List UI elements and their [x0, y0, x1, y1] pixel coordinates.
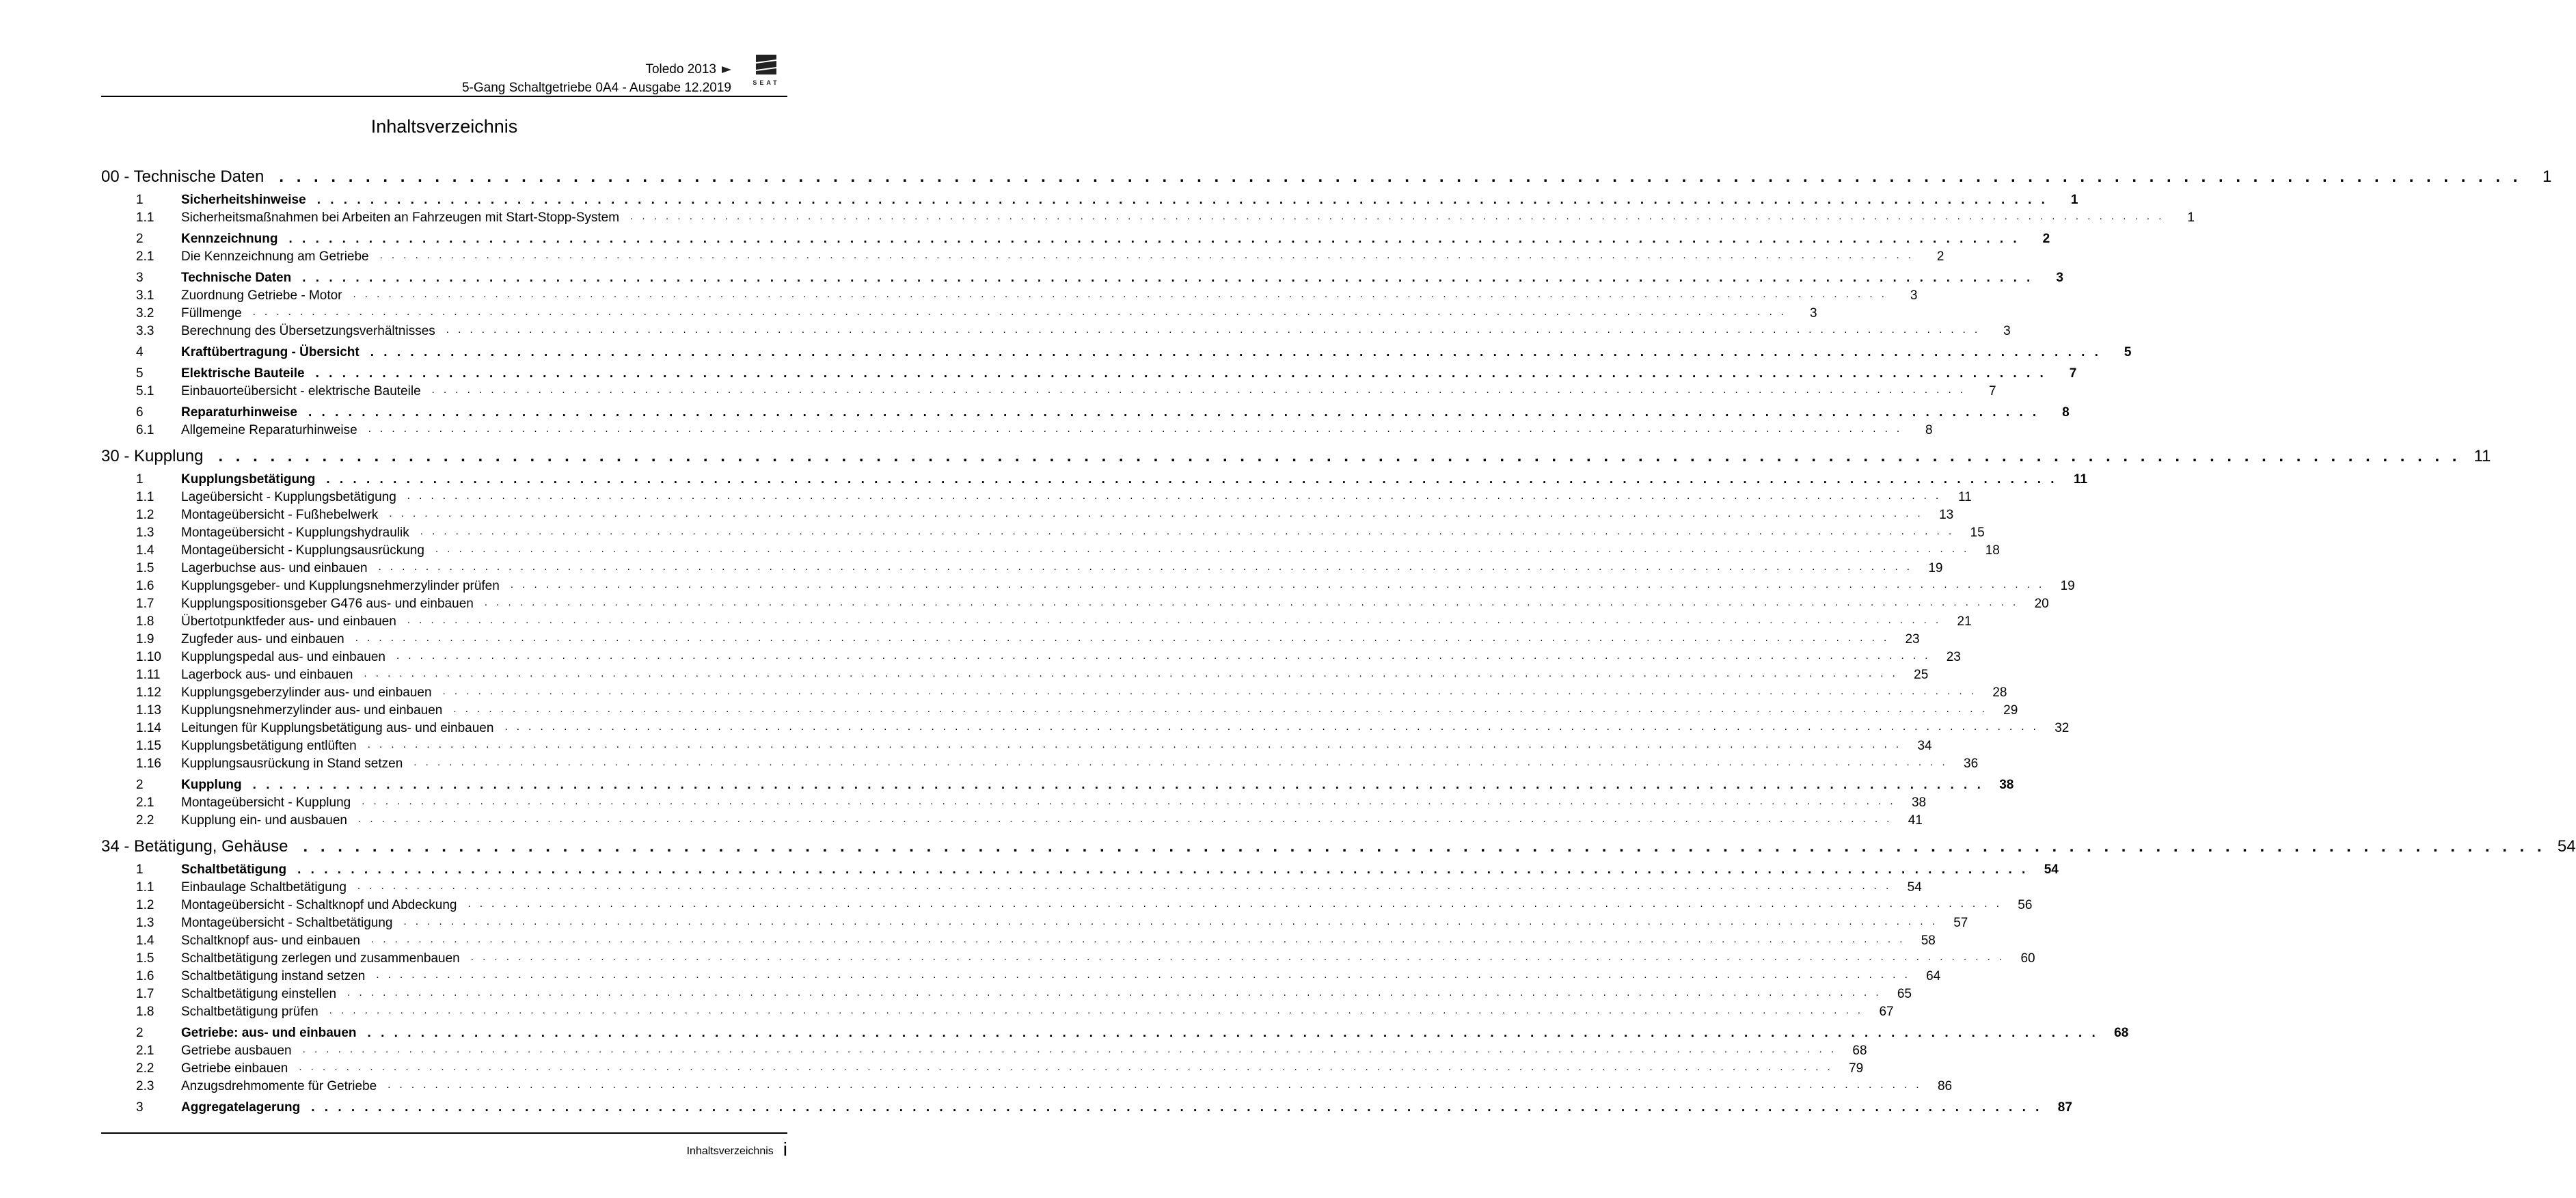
toc-section-row[interactable]: [101, 229, 2050, 247]
dot-leader: . . . . . . . . . . . . . . . . . . . . . . . . . . . . . . . . . . . . . . . . . . . . . . . . . . . . . . . . . . . . . . . . . . . . . . . . . . . . . . . . . . . . . . . . . . . . . . . . . . . . . . . . . . . . . . . . . . . . . . . . . . . . . . . . . .: [316, 193, 2048, 207]
toc-entry-page: 68: [1852, 1044, 1867, 1058]
toc-entry-title: Leitungen für Kupplungsbetätigung aus- und einbauen: [181, 721, 494, 735]
arrow-right-icon: [722, 66, 731, 73]
toc-entry-number: 1.4: [136, 934, 154, 948]
toc-section-row[interactable]: [101, 190, 2078, 208]
dot-leader: . . . . . . . . . . . . . . . . . . . . . . . . . . . . . . . . . . . . . . . . . . . . . . . . . . . . . . . . . . . . . . . . . . . . . . . . . . . . . . . . . . . . . . . . . . . . . . . . . . . . . . . . . . . . . . . . . . . . . . . . . . . . . . . . . .: [510, 579, 2045, 590]
dot-leader: . . . . . . . . . . . . . . . . . . . . . . . . . . . . . . . . . . . . . . . . . . . . . . . . . . . . . . . . . . . . . . . . . . . . . . . . . . . . . . . . . . . . . . . . . . . . . . . . . . . . . . . . . . . . . . . . . . . . . . . . . . . . . . . . . .: [302, 271, 2033, 285]
toc-entry-number: 6.1: [136, 423, 154, 437]
toc-entry-page: 34: [1917, 739, 1932, 753]
toc-entry-title: 00 - Technische Daten: [101, 167, 265, 186]
toc-entry-title: Montageübersicht - Kupplungsausrückung: [181, 543, 424, 558]
toc-entry-page: 18: [1985, 543, 2000, 558]
dot-leader: . . . . . . . . . . . . . . . . . . . . . . . . . . . . . . . . . . . . . . . . . . . . . . . . . . . . . . . . . . . . . . . . . . . . . . . . . . . . . . . . . . . . . . . . . . . . . . . . . . . . . . . . . . . . . . . . . . . . . . . . . . . . . . . . . .: [396, 650, 1931, 662]
toc-entry-number: 1.10: [136, 650, 161, 664]
toc-entry-number: 1.15: [136, 739, 161, 753]
dot-leader: . . . . . . . . . . . . . . . . . . . . . . . . . . . . . . . . . . . . . . . . . . . . . . . . . . . . . . . . . . . . . . . . . . . . . . . . . . . . . . . . . . . . . . . . . . . . . . . . . . . . . . . . . . . . . . . . . . . . . . . . . . . . . . . . . .: [347, 987, 1882, 998]
toc-entry-number: 1: [136, 193, 144, 207]
toc-sub-row[interactable]: [101, 576, 2075, 594]
toc-section-row[interactable]: [101, 469, 2088, 487]
dot-leader: . . . . . . . . . . . . . . . . . . . . . . . . . . . . . . . . . . . . . . . . . . . . . . . . . . . . . . . . . . . . . . . . . . . . . . . . . . . . . . . . . . . . . . . . . . . . . . . . . . . . . . . . . . . . . . . . . . . . . . . . . . . . . . . . . .: [484, 597, 2019, 608]
dot-leader: . . . . . . . . . . . . . . . . . . . . . . . . . . . . . . . . . . . . . . . . . . . . . . . . . . . . . . . . . . . . . . . . . . . . . . . . . . . . . . . . . . . . . . . . . . . . . . . . . . . . . . . . . . . . . . . . . . . . . . . . . . . . . . . . . .: [308, 405, 2039, 420]
toc-entry-number: 1.1: [136, 210, 154, 225]
page-title: Inhaltsverzeichnis: [370, 116, 518, 137]
toc-sub-row[interactable]: [101, 612, 1972, 629]
toc-sub-row[interactable]: [101, 895, 2033, 913]
dot-leader: . . . . . . . . . . . . . . . . . . . . . . . . . . . . . . . . . . . . . . . . . . . . . . . . . . . . . . . . . . . . . . . . . . . . . . . . . . . . . . . . . . . . . . . . . . . . . . . . . . . . . . . . . . . . . . . . . . . . . . . . . . . . . . . . . .: [504, 721, 2039, 733]
toc-entry-page: 3: [1810, 306, 1817, 321]
toc-entry-page: 54: [1907, 880, 1922, 895]
toc-entry-number: 1.2: [136, 898, 154, 912]
toc-sub-row[interactable]: [101, 913, 1968, 931]
toc-entry-page: 5: [2124, 345, 2132, 359]
toc-entry-page: 13: [1939, 508, 1954, 522]
toc-entry-title: Getriebe: aus- und einbauen: [181, 1026, 357, 1040]
toc-entry-page: 64: [1926, 969, 1941, 983]
toc-entry-number: 2: [136, 232, 144, 246]
toc-entry-number: 1.5: [136, 561, 154, 575]
toc-entry-title: Montageübersicht - Schaltbetätigung: [181, 916, 393, 930]
toc-entry-title: Einbauorteübersicht - elektrische Bauteile: [181, 384, 421, 398]
toc-entry-number: 1.8: [136, 614, 154, 629]
dot-leader: . . . . . . . . . . . . . . . . . . . . . . . . . . . . . . . . . . . . . . . . . . . . . . . . . . . . . . . . . . . . . . . . . . . . . . . . . . . . . . . . . . . . . . . . . . . . . . . . . . . . . . . . . . . . . . . . . . . . . . . . . . . . . . . . . .: [420, 526, 1955, 537]
toc-section-row[interactable]: [101, 342, 2132, 360]
toc-entry-page: 1: [2543, 167, 2552, 186]
dot-leader: . . . . . . . . . . . . . . . . . . . . . . . . . . . . . . . . . . . . . . . . . . . . . . . . . . . . . . . . . . . . . . . . . . . . . . . . . . . . . . . . . . . . . . . . . . . . . . . . . . . . . . . . . . . . . . . . . . . . . . . . . . . . . . . . . .: [303, 837, 2546, 856]
toc-section-row[interactable]: [101, 364, 2077, 381]
toc-entry-page: 11: [2473, 447, 2491, 465]
toc-entry-page: 68: [2114, 1026, 2129, 1040]
toc-entry-page: 86: [1937, 1079, 1953, 1093]
toc-entry-title: Füllmenge: [181, 306, 242, 321]
toc-entry-number: 5: [136, 366, 144, 381]
toc-entry-page: 19: [1928, 561, 1943, 575]
toc-entry-number: 2: [136, 778, 144, 792]
toc-entry-number: 1.5: [136, 951, 154, 966]
toc-entry-number: 3: [136, 271, 144, 285]
toc-entry-title: Lageübersicht - Kupplungsbetätigung: [181, 490, 396, 504]
toc-sub-row[interactable]: [101, 541, 2000, 558]
toc-entry-number: 1.6: [136, 579, 154, 593]
toc-entry-title: Montageübersicht - Schaltknopf und Abdeckung: [181, 898, 457, 912]
toc-entry-title: Elektrische Bauteile: [181, 366, 305, 381]
toc-entry-title: Allgemeine Reparaturhinweise: [181, 423, 357, 437]
toc-entry-number: 3.3: [136, 324, 154, 338]
toc-entry-page: 23: [1905, 632, 1920, 646]
footer-label: Inhaltsverzeichnis: [686, 1145, 774, 1157]
toc-entry-number: 1.7: [136, 987, 154, 1001]
toc-entry-page: 25: [1914, 668, 1929, 682]
toc-entry-page: 87: [2057, 1100, 2072, 1115]
toc-entry-title: Zuordnung Getriebe - Motor: [181, 288, 342, 303]
toc-entry-number: 6: [136, 405, 144, 420]
dot-leader: . . . . . . . . . . . . . . . . . . . . . . . . . . . . . . . . . . . . . . . . . . . . . . . . . . . . . . . . . . . . . . . . . . . . . . . . . . . . . . . . . . . . . . . . . . . . . . . . . . . . . . . . . . . . . . . . . . . . . . . . . . . . . . . . . .: [279, 167, 2522, 186]
header-divider: [101, 96, 787, 97]
dot-leader: . . . . . . . . . . . . . . . . . . . . . . . . . . . . . . . . . . . . . . . . . . . . . . . . . . . . . . . . . . . . . . . . . . . . . . . . . . . . . . . . . . . . . . . . . . . . . . . . . . . . . . . . . . . . . . . . . . . . . . . . . . . . . . . . . .: [326, 472, 2058, 487]
toc-entry-title: Kupplungspedal aus- und einbauen: [181, 650, 385, 664]
dot-leader: . . . . . . . . . . . . . . . . . . . . . . . . . . . . . . . . . . . . . . . . . . . . . . . . . . . . . . . . . . . . . . . . . . . . . . . . . . . . . . . . . . . . . . . . . . . . . . . . . . . . . . . . . . . . . . . . . . . . . . . . . . . . . . . . . .: [315, 366, 2047, 381]
dot-leader: . . . . . . . . . . . . . . . . . . . . . . . . . . . . . . . . . . . . . . . . . . . . . . . . . . . . . . . . . . . . . . . . . . . . . . . . . . . . . . . . . . . . . . . . . . . . . . . . . . . . . . . . . . . . . . . . . . . . . . . . . . . . . . . . . .: [467, 898, 2003, 910]
dot-leader: . . . . . . . . . . . . . . . . . . . . . . . . . . . . . . . . . . . . . . . . . . . . . . . . . . . . . . . . . . . . . . . . . . . . . . . . . . . . . . . . . . . . . . . . . . . . . . . . . . . . . . . . . . . . . . . . . . . . . . . . . . . . . . . . . .: [407, 490, 1942, 502]
toc-sub-row[interactable]: [101, 683, 2007, 700]
toc-entry-title: Lagerbock aus- und einbauen: [181, 668, 353, 682]
toc-entry-title: 34 - Betätigung, Gehäuse: [101, 837, 288, 856]
toc-entry-number: 2.2: [136, 813, 154, 828]
toc-section-row[interactable]: [101, 775, 2014, 793]
dot-leader: . . . . . . . . . . . . . . . . . . . . . . . . . . . . . . . . . . . . . . . . . . . . . . . . . . . . . . . . . . . . . . . . . . . . . . . . . . . . . . . . . . . . . . . . . . . . . . . . . . . . . . . . . . . . . . . . . . . . . . . . . . . . . . . . . .: [470, 951, 2005, 963]
toc-sub-row[interactable]: [101, 286, 1918, 303]
footer-divider: [101, 1132, 787, 1134]
toc-entry-page: 8: [1925, 423, 1933, 437]
toc-entry-number: 1.14: [136, 721, 161, 735]
toc-sub-row[interactable]: [101, 949, 2035, 966]
toc-entry-number: 1: [136, 472, 144, 487]
dot-leader: . . . . . . . . . . . . . . . . . . . . . . . . . . . . . . . . . . . . . . . . . . . . . . . . . . . . . . . . . . . . . . . . . . . . . . . . . . . . . . . . . . . . . . . . . . . . . . . . . . . . . . . . . . . . . . . . . . . . . . . . . . . . . . . . . .: [442, 685, 1977, 697]
toc-section-row[interactable]: [101, 860, 2059, 877]
toc-entry-page: 11: [1957, 490, 1972, 504]
toc-entry-title: Montageübersicht - Kupplungshydraulik: [181, 526, 409, 540]
toc-entry-title: Kupplungspositionsgeber G476 aus- und einbauen: [181, 597, 474, 611]
dot-leader: . . . . . . . . . . . . . . . . . . . . . . . . . . . . . . . . . . . . . . . . . . . . . . . . . . . . . . . . . . . . . . . . . . . . . . . . . . . . . . . . . . . . . . . . . . . . . . . . . . . . . . . . . . . . . . . . . . . . . . . . . . . . . . . . . .: [367, 1026, 2099, 1040]
toc-entry-title: Die Kennzeichnung am Getriebe: [181, 249, 369, 264]
toc-entry-page: 57: [1953, 916, 1968, 930]
dot-leader: . . . . . . . . . . . . . . . . . . . . . . . . . . . . . . . . . . . . . . . . . . . . . . . . . . . . . . . . . . . . . . . . . . . . . . . . . . . . . . . . . . . . . . . . . . . . . . . . . . . . . . . . . . . . . . . . . . . . . . . . . . . . . . . . . .: [364, 668, 1899, 679]
toc-entry-number: 1.11: [136, 668, 161, 682]
toc-entry-page: 38: [1911, 795, 1927, 810]
toc-entry-number: 1.7: [136, 597, 154, 611]
toc-entry-page: 65: [1897, 987, 1912, 1001]
toc-entry-page: 11: [2073, 472, 2088, 487]
toc-entry-number: 3.1: [136, 288, 154, 303]
dot-leader: . . . . . . . . . . . . . . . . . . . . . . . . . . . . . . . . . . . . . . . . . . . . . . . . . . . . . . . . . . . . . . . . . . . . . . . . . . . . . . . . . . . . . . . . . . . . . . . . . . . . . . . . . . . . . . . . . . . . . . . . . . . . . . . . . .: [370, 934, 1906, 945]
toc-entry-page: 3: [1910, 288, 1918, 303]
toc-entry-number: 4: [136, 345, 144, 359]
toc-sub-row[interactable]: [101, 594, 2049, 612]
dot-leader: . . . . . . . . . . . . . . . . . . . . . . . . . . . . . . . . . . . . . . . . . . . . . . . . . . . . . . . . . . . . . . . . . . . . . . . . . . . . . . . . . . . . . . . . . . . . . . . . . . . . . . . . . . . . . . . . . . . . . . . . . . . . . . . . . .: [297, 862, 2029, 877]
toc-entry-number: 1.1: [136, 880, 154, 895]
page-header: [101, 53, 787, 97]
toc-entry-page: 41: [1908, 813, 1923, 828]
toc-section-row[interactable]: [101, 403, 2070, 420]
toc-entry-page: 3: [2056, 271, 2063, 285]
toc-entry-title: Schaltbetätigung zerlegen und zusammenbauen: [181, 951, 460, 966]
toc-entry-page: 28: [1992, 685, 2007, 700]
toc-entry-page: 2: [1936, 249, 1944, 264]
toc-section-row[interactable]: [101, 1023, 2129, 1041]
toc-entry-number: 3.2: [136, 306, 154, 321]
toc-entry-title: Übertotpunktfeder aus- und einbauen: [181, 614, 396, 629]
toc-entry-page: 7: [2069, 366, 2077, 381]
toc-entry-number: 1: [136, 862, 144, 877]
toc-entry-title: Kupplungsgeberzylinder aus- und einbauen: [181, 685, 432, 700]
dot-leader: . . . . . . . . . . . . . . . . . . . . . . . . . . . . . . . . . . . . . . . . . . . . . . . . . . . . . . . . . . . . . . . . . . . . . . . . . . . . . . . . . . . . . . . . . . . . . . . . . . . . . . . . . . . . . . . . . . . . . . . . . . . . . . . . . .: [403, 916, 1938, 927]
table-of-contents: [101, 164, 2576, 1115]
dot-leader: . . . . . . . . . . . . . . . . . . . . . . . . . . . . . . . . . . . . . . . . . . . . . . . . . . . . . . . . . . . . . . . . . . . . . . . . . . . . . . . . . . . . . . . . . . . . . . . . . . . . . . . . . . . . . . . . . . . . . . . . . . . . . . . . . .: [413, 757, 1949, 768]
header-model-line: [645, 62, 731, 77]
toc-entry-title: Lagerbuchse aus- und einbauen: [181, 561, 368, 575]
toc-entry-page: 60: [2020, 951, 2035, 966]
toc-entry-number: 1.12: [136, 685, 161, 700]
toc-sub-row[interactable]: [101, 1041, 1867, 1059]
toc-entry-title: Schaltknopf aus- und einbauen: [181, 934, 360, 948]
toc-chapter-row[interactable]: [101, 834, 2576, 856]
toc-entry-page: 15: [1970, 526, 1985, 540]
toc-entry-title: Kraftübertragung - Übersicht: [181, 345, 360, 359]
toc-entry-title: Anzugsdrehmomente für Getriebe: [181, 1079, 377, 1093]
page-footer: [687, 1141, 787, 1158]
dot-leader: . . . . . . . . . . . . . . . . . . . . . . . . . . . . . . . . . . . . . . . . . . . . . . . . . . . . . . . . . . . . . . . . . . . . . . . . . . . . . . . . . . . . . . . . . . . . . . . . . . . . . . . . . . . . . . . . . . . . . . . . . . . . . . . . . .: [435, 543, 1970, 555]
toc-entry-number: 1.6: [136, 969, 154, 983]
toc-entry-page: 21: [1957, 614, 1972, 629]
toc-entry-title: Getriebe ausbauen: [181, 1044, 292, 1058]
toc-entry-title: Schaltbetätigung einstellen: [181, 987, 337, 1001]
toc-sub-row[interactable]: [101, 247, 1944, 264]
toc-entry-title: Montageübersicht - Fußhebelwerk: [181, 508, 379, 522]
toc-entry-title: Schaltbetätigung: [181, 862, 287, 877]
toc-sub-row[interactable]: [101, 208, 2195, 226]
toc-entry-number: 1.3: [136, 916, 154, 930]
toc-entry-number: 1.1: [136, 490, 154, 504]
toc-entry-page: 38: [1999, 778, 2014, 792]
toc-sub-row[interactable]: [101, 420, 1933, 438]
toc-entry-title: Zugfeder aus- und einbauen: [181, 632, 344, 646]
toc-sub-row[interactable]: [101, 665, 1929, 683]
dot-leader: . . . . . . . . . . . . . . . . . . . . . . . . . . . . . . . . . . . . . . . . . . . . . . . . . . . . . . . . . . . . . . . . . . . . . . . . . . . . . . . . . . . . . . . . . . . . . . . . . . . . . . . . . . . . . . . . . . . . . . . . . . . . . . . . . .: [252, 778, 1984, 792]
toc-entry-title: Schaltbetätigung prüfen: [181, 1005, 318, 1019]
header-subtitle: 5-Gang Schaltgetriebe 0A4 - Ausgabe 12.2019: [461, 81, 731, 95]
toc-entry-title: Kupplungsbetätigung entlüften: [181, 739, 357, 753]
toc-sub-row[interactable]: [101, 984, 1912, 1002]
dot-leader: . . . . . . . . . . . . . . . . . . . . . . . . . . . . . . . . . . . . . . . . . . . . . . . . . . . . . . . . . . . . . . . . . . . . . . . . . . . . . . . . . . . . . . . . . . . . . . . . . . . . . . . . . . . . . . . . . . . . . . . . . . . . . . . . . .: [407, 614, 1942, 626]
dot-leader: . . . . . . . . . . . . . . . . . . . . . . . . . . . . . . . . . . . . . . . . . . . . . . . . . . . . . . . . . . . . . . . . . . . . . . . . . . . . . . . . . . . . . . . . . . . . . . . . . . . . . . . . . . . . . . . . . . . . . . . . . . . . . . . . . .: [355, 632, 1890, 644]
toc-entry-title: Kupplung: [181, 778, 242, 792]
toc-sub-row[interactable]: [101, 303, 1817, 321]
toc-entry-page: 8: [2062, 405, 2070, 420]
toc-entry-title: Schaltbetätigung instand setzen: [181, 969, 366, 983]
toc-sub-row[interactable]: [101, 558, 1943, 576]
toc-entry-title: Aggregatelagerung: [181, 1100, 301, 1115]
dot-leader: . . . . . . . . . . . . . . . . . . . . . . . . . . . . . . . . . . . . . . . . . . . . . . . . . . . . . . . . . . . . . . . . . . . . . . . . . . . . . . . . . . . . . . . . . . . . . . . . . . . . . . . . . . . . . . . . . . . . . . . . . . . . . . . . . .: [218, 447, 2461, 465]
toc-entry-title: Berechnung des Übersetzungsverhältnisses: [181, 324, 435, 338]
toc-entry-number: 2.1: [136, 795, 154, 810]
toc-entry-number: 1.3: [136, 526, 154, 540]
toc-entry-number: 3: [136, 1100, 144, 1115]
toc-entry-number: 1.4: [136, 543, 154, 558]
toc-sub-row[interactable]: [101, 966, 1941, 984]
toc-sub-row[interactable]: [101, 1002, 1894, 1020]
dot-leader: . . . . . . . . . . . . . . . . . . . . . . . . . . . . . . . . . . . . . . . . . . . . . . . . . . . . . . . . . . . . . . . . . . . . . . . . . . . . . . . . . . . . . . . . . . . . . . . . . . . . . . . . . . . . . . . . . . . . . . . . . . . . . . . . . .: [453, 703, 1988, 715]
toc-sub-row[interactable]: [101, 793, 1927, 811]
toc-sub-row[interactable]: [101, 381, 1996, 399]
toc-entry-title: Getriebe einbauen: [181, 1061, 288, 1076]
toc-entry-title: Sicherheitsmaßnahmen bei Arbeiten an Fahrzeugen mit Start-Stopp-System: [181, 210, 620, 225]
toc-sub-row[interactable]: [101, 321, 2011, 339]
toc-entry-title: Kupplungsgeber- und Kupplungsnehmerzylinder prüfen: [181, 579, 500, 593]
toc-entry-title: Reparaturhinweise: [181, 405, 297, 420]
toc-section-row[interactable]: [101, 268, 2063, 286]
dot-leader: . . . . . . . . . . . . . . . . . . . . . . . . . . . . . . . . . . . . . . . . . . . . . . . . . . . . . . . . . . . . . . . . . . . . . . . . . . . . . . . . . . . . . . . . . . . . . . . . . . . . . . . . . . . . . . . . . . . . . . . . . . . . . . . . . .: [357, 813, 1893, 825]
toc-sub-row[interactable]: [101, 718, 2070, 736]
toc-entry-page: 23: [1946, 650, 1961, 664]
dot-leader: . . . . . . . . . . . . . . . . . . . . . . . . . . . . . . . . . . . . . . . . . . . . . . . . . . . . . . . . . . . . . . . . . . . . . . . . . . . . . . . . . . . . . . . . . . . . . . . . . . . . . . . . . . . . . . . . . . . . . . . . . . . . . . . . . .: [389, 508, 1924, 519]
toc-entry-page: 58: [1921, 934, 1936, 948]
toc-sub-row[interactable]: [101, 629, 1920, 647]
toc-chapter-row[interactable]: [101, 444, 2491, 466]
toc-sub-row[interactable]: [101, 1076, 1953, 1094]
dot-leader: . . . . . . . . . . . . . . . . . . . . . . . . . . . . . . . . . . . . . . . . . . . . . . . . . . . . . . . . . . . . . . . . . . . . . . . . . . . . . . . . . . . . . . . . . . . . . . . . . . . . . . . . . . . . . . . . . . . . . . . . . . . . . . . . . .: [379, 249, 1914, 261]
toc-sub-row[interactable]: [101, 1059, 1864, 1076]
footer-page-number: i: [783, 1139, 787, 1160]
toc-sub-row[interactable]: [101, 877, 1922, 895]
toc-entry-page: 19: [2060, 579, 2075, 593]
toc-entry-page: 79: [1849, 1061, 1864, 1076]
toc-sub-row[interactable]: [101, 505, 1954, 523]
dot-leader: . . . . . . . . . . . . . . . . . . . . . . . . . . . . . . . . . . . . . . . . . . . . . . . . . . . . . . . . . . . . . . . . . . . . . . . . . . . . . . . . . . . . . . . . . . . . . . . . . . . . . . . . . . . . . . . . . . . . . . . . . . . . . . . . . .: [630, 210, 2165, 222]
toc-entry-number: 1.2: [136, 508, 154, 522]
dot-leader: . . . . . . . . . . . . . . . . . . . . . . . . . . . . . . . . . . . . . . . . . . . . . . . . . . . . . . . . . . . . . . . . . . . . . . . . . . . . . . . . . . . . . . . . . . . . . . . . . . . . . . . . . . . . . . . . . . . . . . . . . . . . . . . . . .: [329, 1005, 1864, 1016]
toc-entry-page: 56: [2018, 898, 2033, 912]
dot-leader: . . . . . . . . . . . . . . . . . . . . . . . . . . . . . . . . . . . . . . . . . . . . . . . . . . . . . . . . . . . . . . . . . . . . . . . . . . . . . . . . . . . . . . . . . . . . . . . . . . . . . . . . . . . . . . . . . . . . . . . . . . . . . . . . . .: [299, 1061, 1834, 1073]
dot-leader: . . . . . . . . . . . . . . . . . . . . . . . . . . . . . . . . . . . . . . . . . . . . . . . . . . . . . . . . . . . . . . . . . . . . . . . . . . . . . . . . . . . . . . . . . . . . . . . . . . . . . . . . . . . . . . . . . . . . . . . . . . . . . . . . . .: [252, 306, 1787, 318]
dot-leader: . . . . . . . . . . . . . . . . . . . . . . . . . . . . . . . . . . . . . . . . . . . . . . . . . . . . . . . . . . . . . . . . . . . . . . . . . . . . . . . . . . . . . . . . . . . . . . . . . . . . . . . . . . . . . . . . . . . . . . . . . . . . . . . . . .: [311, 1100, 2042, 1115]
toc-entry-number: 2: [136, 1026, 144, 1040]
toc-entry-page: 7: [1988, 384, 1996, 398]
toc-entry-page: 20: [2034, 597, 2049, 611]
dot-leader: . . . . . . . . . . . . . . . . . . . . . . . . . . . . . . . . . . . . . . . . . . . . . . . . . . . . . . . . . . . . . . . . . . . . . . . . . . . . . . . . . . . . . . . . . . . . . . . . . . . . . . . . . . . . . . . . . . . . . . . . . . . . . . . . . .: [446, 324, 1981, 336]
toc-sub-row[interactable]: [101, 700, 2018, 718]
toc-entry-number: 1.16: [136, 757, 161, 771]
toc-sub-row[interactable]: [101, 736, 1932, 754]
toc-entry-number: 1.8: [136, 1005, 154, 1019]
header-model: Toledo 2013: [645, 62, 716, 77]
dot-leader: . . . . . . . . . . . . . . . . . . . . . . . . . . . . . . . . . . . . . . . . . . . . . . . . . . . . . . . . . . . . . . . . . . . . . . . . . . . . . . . . . . . . . . . . . . . . . . . . . . . . . . . . . . . . . . . . . . . . . . . . . . . . . . . . . .: [370, 345, 2102, 359]
toc-entry-title: Technische Daten: [181, 271, 292, 285]
toc-entry-page: 54: [2044, 862, 2059, 877]
toc-entry-title: Kupplungsnehmerzylinder aus- und einbauen: [181, 703, 443, 718]
toc-entry-title: Montageübersicht - Kupplung: [181, 795, 351, 810]
dot-leader: . . . . . . . . . . . . . . . . . . . . . . . . . . . . . . . . . . . . . . . . . . . . . . . . . . . . . . . . . . . . . . . . . . . . . . . . . . . . . . . . . . . . . . . . . . . . . . . . . . . . . . . . . . . . . . . . . . . . . . . . . . . . . . . . . .: [388, 1079, 1923, 1091]
toc-entry-number: 2.1: [136, 1044, 154, 1058]
toc-sub-row[interactable]: [101, 811, 1923, 828]
toc-entry-page: 1: [2070, 193, 2078, 207]
toc-entry-title: Kupplung ein- und ausbauen: [181, 813, 347, 828]
toc-entry-page: 36: [1964, 757, 1979, 771]
dot-leader: . . . . . . . . . . . . . . . . . . . . . . . . . . . . . . . . . . . . . . . . . . . . . . . . . . . . . . . . . . . . . . . . . . . . . . . . . . . . . . . . . . . . . . . . . . . . . . . . . . . . . . . . . . . . . . . . . . . . . . . . . . . . . . . . . .: [431, 384, 1966, 396]
toc-entry-number: 2.2: [136, 1061, 154, 1076]
toc-entry-number: 1.9: [136, 632, 154, 646]
toc-entry-page: 1: [2187, 210, 2195, 225]
toc-entry-page: 32: [2055, 721, 2070, 735]
toc-entry-number: 2.1: [136, 249, 154, 264]
toc-entry-page: 2: [2042, 232, 2050, 246]
toc-entry-title: Einbaulage Schaltbetätigung: [181, 880, 347, 895]
toc-entry-title: Kupplungsausrückung in Stand setzen: [181, 757, 403, 771]
toc-section-row[interactable]: [101, 1098, 2072, 1115]
dot-leader: . . . . . . . . . . . . . . . . . . . . . . . . . . . . . . . . . . . . . . . . . . . . . . . . . . . . . . . . . . . . . . . . . . . . . . . . . . . . . . . . . . . . . . . . . . . . . . . . . . . . . . . . . . . . . . . . . . . . . . . . . . . . . . . . . .: [357, 880, 1892, 892]
toc-entry-page: 29: [2003, 703, 2018, 718]
toc-chapter-row[interactable]: [101, 164, 2552, 187]
dot-leader: . . . . . . . . . . . . . . . . . . . . . . . . . . . . . . . . . . . . . . . . . . . . . . . . . . . . . . . . . . . . . . . . . . . . . . . . . . . . . . . . . . . . . . . . . . . . . . . . . . . . . . . . . . . . . . . . . . . . . . . . . . . . . . . . . .: [368, 423, 1903, 435]
toc-sub-row[interactable]: [101, 931, 1936, 949]
toc-entry-title: 30 - Kupplung: [101, 447, 204, 465]
toc-entry-page: 67: [1879, 1005, 1894, 1019]
toc-entry-title: Kennzeichnung: [181, 232, 278, 246]
dot-leader: . . . . . . . . . . . . . . . . . . . . . . . . . . . . . . . . . . . . . . . . . . . . . . . . . . . . . . . . . . . . . . . . . . . . . . . . . . . . . . . . . . . . . . . . . . . . . . . . . . . . . . . . . . . . . . . . . . . . . . . . . . . . . . . . . .: [367, 739, 1902, 750]
logo-text: SEAT: [753, 79, 780, 86]
toc-entry-title: Kupplungsbetätigung: [181, 472, 316, 487]
toc-entry-number: 5.1: [136, 384, 154, 398]
toc-sub-row[interactable]: [101, 647, 1961, 665]
toc-entry-page: 3: [2003, 324, 2011, 338]
toc-sub-row[interactable]: [101, 523, 1985, 541]
dot-leader: . . . . . . . . . . . . . . . . . . . . . . . . . . . . . . . . . . . . . . . . . . . . . . . . . . . . . . . . . . . . . . . . . . . . . . . . . . . . . . . . . . . . . . . . . . . . . . . . . . . . . . . . . . . . . . . . . . . . . . . . . . . . . . . . . .: [353, 288, 1888, 300]
toc-sub-row[interactable]: [101, 487, 1972, 505]
dot-leader: . . . . . . . . . . . . . . . . . . . . . . . . . . . . . . . . . . . . . . . . . . . . . . . . . . . . . . . . . . . . . . . . . . . . . . . . . . . . . . . . . . . . . . . . . . . . . . . . . . . . . . . . . . . . . . . . . . . . . . . . . . . . . . . . . .: [302, 1044, 1837, 1055]
toc-entry-number: 2.3: [136, 1079, 154, 1093]
toc-entry-title: Sicherheitshinweise: [181, 193, 306, 207]
toc-entry-number: 1.13: [136, 703, 161, 718]
dot-leader: . . . . . . . . . . . . . . . . . . . . . . . . . . . . . . . . . . . . . . . . . . . . . . . . . . . . . . . . . . . . . . . . . . . . . . . . . . . . . . . . . . . . . . . . . . . . . . . . . . . . . . . . . . . . . . . . . . . . . . . . . . . . . . . . . .: [288, 232, 2020, 246]
toc-sub-row[interactable]: [101, 754, 1979, 772]
dot-leader: . . . . . . . . . . . . . . . . . . . . . . . . . . . . . . . . . . . . . . . . . . . . . . . . . . . . . . . . . . . . . . . . . . . . . . . . . . . . . . . . . . . . . . . . . . . . . . . . . . . . . . . . . . . . . . . . . . . . . . . . . . . . . . . . . .: [362, 795, 1897, 807]
toc-entry-page: 54: [2557, 837, 2576, 856]
dot-leader: . . . . . . . . . . . . . . . . . . . . . . . . . . . . . . . . . . . . . . . . . . . . . . . . . . . . . . . . . . . . . . . . . . . . . . . . . . . . . . . . . . . . . . . . . . . . . . . . . . . . . . . . . . . . . . . . . . . . . . . . . . . . . . . . . .: [378, 561, 1913, 573]
dot-leader: . . . . . . . . . . . . . . . . . . . . . . . . . . . . . . . . . . . . . . . . . . . . . . . . . . . . . . . . . . . . . . . . . . . . . . . . . . . . . . . . . . . . . . . . . . . . . . . . . . . . . . . . . . . . . . . . . . . . . . . . . . . . . . . . . .: [376, 969, 1911, 981]
